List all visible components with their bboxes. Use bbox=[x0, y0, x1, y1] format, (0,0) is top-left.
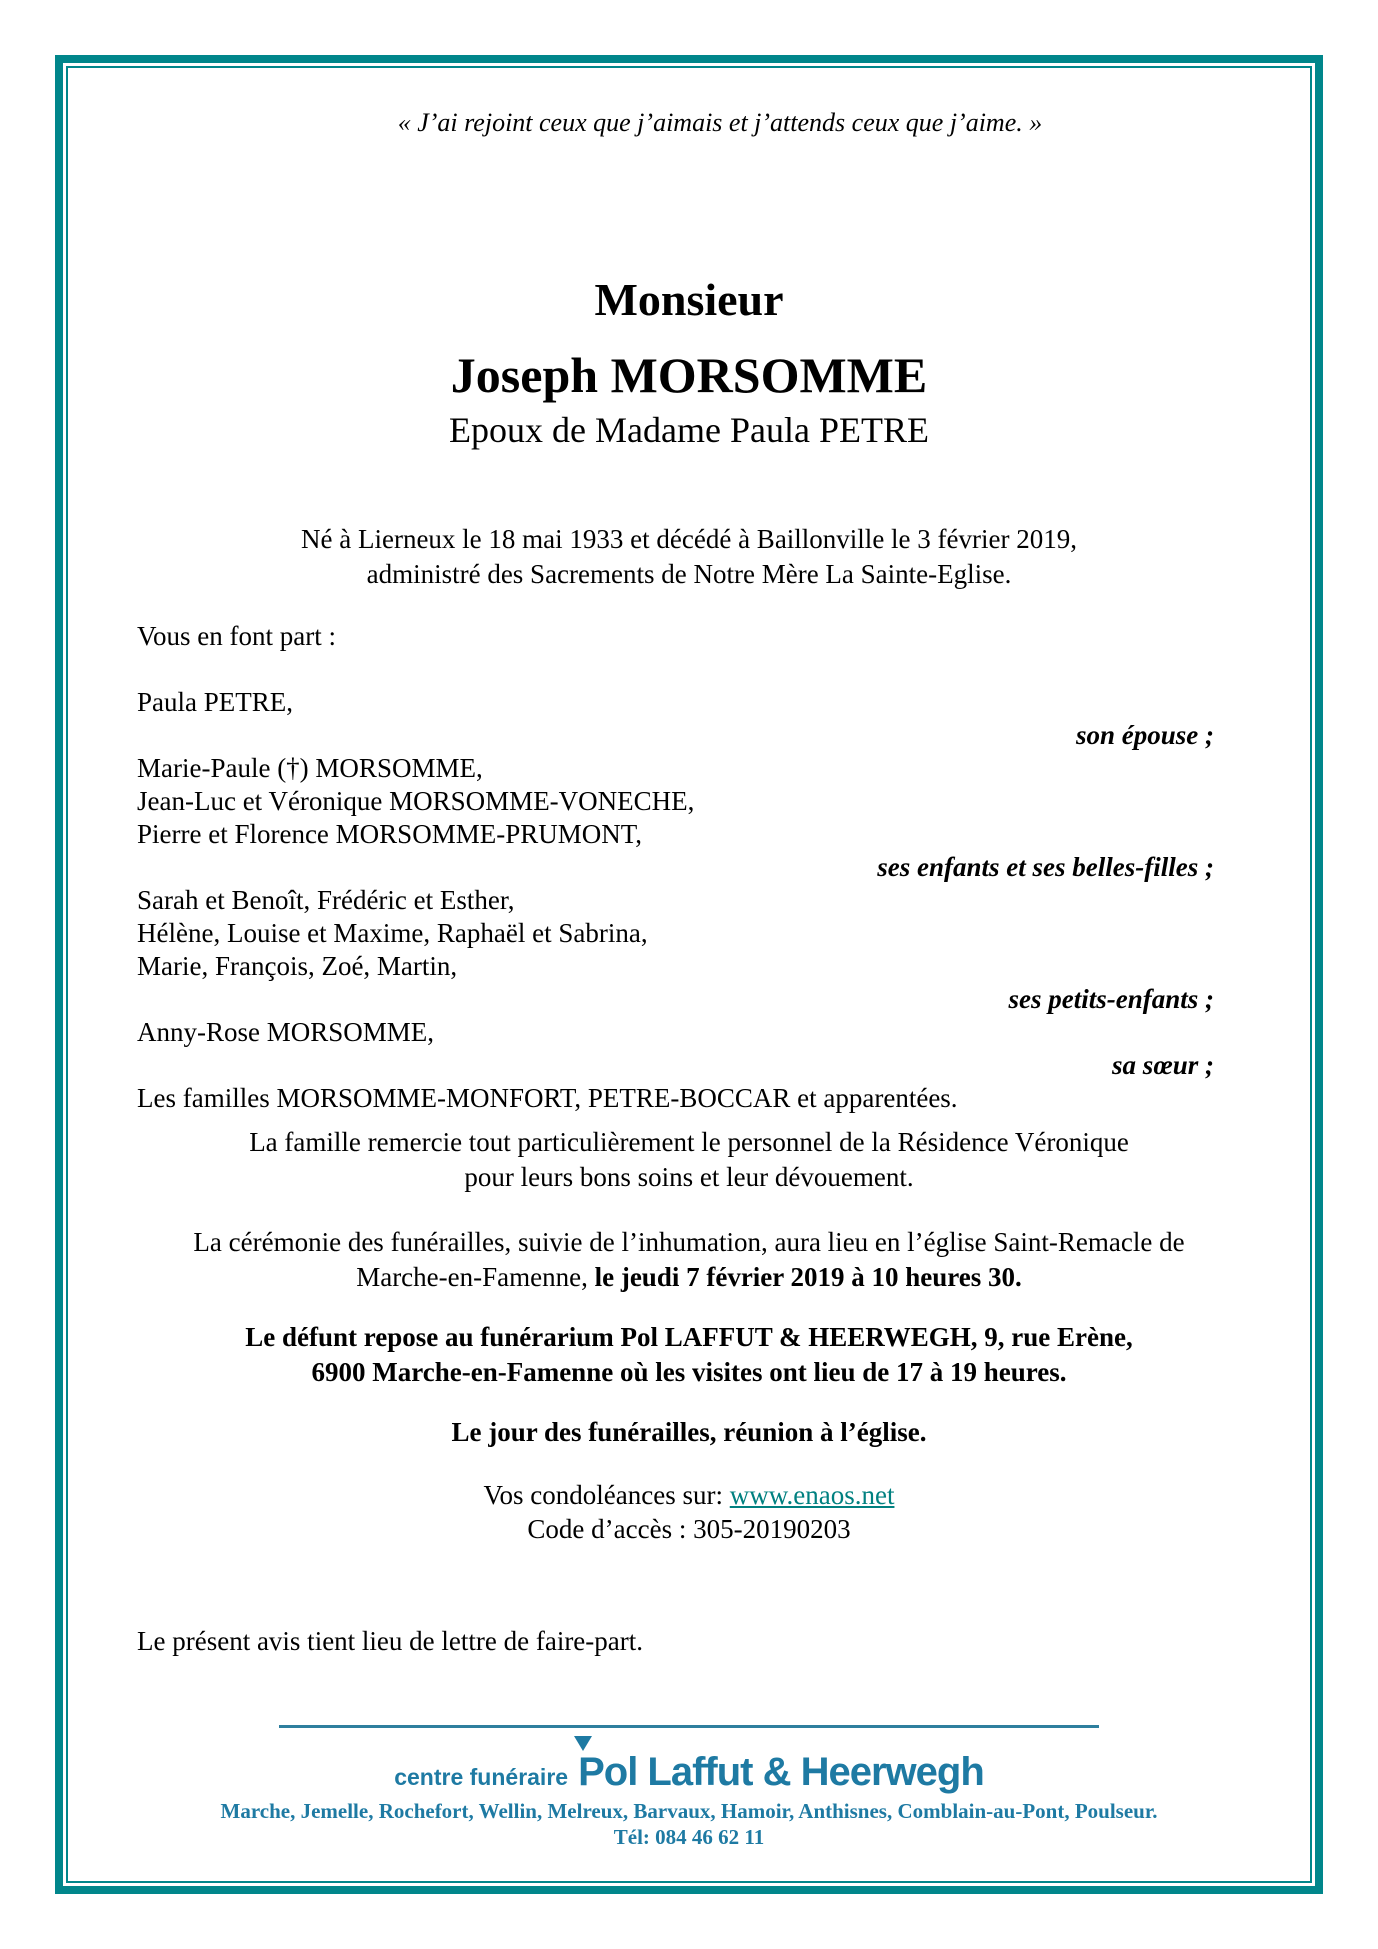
brand-prefix-label: centre funéraire bbox=[394, 1764, 569, 1790]
family-member-line: Jean-Luc et Véronique MORSOMME-VONECHE, bbox=[137, 786, 695, 816]
decorative-inner-frame bbox=[66, 66, 1312, 1883]
decorative-outer-frame bbox=[55, 55, 1323, 1894]
repose-paragraph bbox=[68, 1320, 1310, 1390]
birth-death-paragraph bbox=[68, 522, 1310, 592]
phone-line: Tél: 084 46 62 11 bbox=[613, 1825, 765, 1849]
family-list bbox=[68, 686, 1310, 1115]
thanks-line-2: pour leurs bons soins et leur dévouement. bbox=[464, 1162, 914, 1192]
ceremony-line-1: La cérémonie des funérailles, suivie de l’inhumation, aura lieu en l’église Saint-Remacle de bbox=[193, 1227, 1185, 1257]
related-families-line: Les familles MORSOMME-MONFORT, PETRE-BOCCAR et apparentées. bbox=[137, 1083, 958, 1113]
family-member-line: Marie, François, Zoé, Martin, bbox=[137, 951, 458, 981]
deceased-name: Joseph MORSOMME bbox=[450, 347, 928, 403]
condolences-line bbox=[68, 1478, 1310, 1512]
family-member-line: Marie-Paule (†) MORSOMME, bbox=[137, 753, 483, 783]
repose-line-2: 6900 Marche-en-Famenne où les visites ont lieu de 17 à 19 heures. bbox=[311, 1357, 1067, 1387]
family-member-line: Sarah et Benoît, Frédéric et Esther, bbox=[137, 885, 515, 915]
birth-death-line-2: administré des Sacrements de Notre Mère La Sainte-Eglise. bbox=[366, 559, 1012, 589]
triangle-down-icon bbox=[574, 1736, 592, 1751]
thanks-paragraph bbox=[68, 1125, 1310, 1195]
access-code-line: Code d’accès : 305-20190203 bbox=[527, 1514, 851, 1544]
branch-locations-line: Marche, Jemelle, Rochefort, Wellin, Melreux, Barvaux, Hamoir, Anthisnes, Comblain-au-Pont, Poulseur. bbox=[220, 1799, 1158, 1823]
ceremony-paragraph bbox=[68, 1225, 1310, 1295]
notice-content bbox=[68, 68, 1310, 1881]
family-member-line: Pierre et Florence MORSOMME-PRUMONT, bbox=[137, 819, 642, 849]
family-relation-label: ses enfants et ses belles-filles ; bbox=[877, 852, 1214, 882]
funeral-home-brand bbox=[68, 1750, 1310, 1795]
deceased-civility: Monsieur bbox=[594, 274, 784, 325]
brand-name-label: Pol Laffut & Heerwegh bbox=[578, 1750, 984, 1795]
ceremony-line-2 bbox=[68, 1260, 1310, 1295]
thanks-line-1: La famille remercie tout particulièrement le personnel de la Résidence Véronique bbox=[249, 1127, 1129, 1157]
family-member-line: Hélène, Louise et Maxime, Raphaël et Sabrina, bbox=[137, 918, 648, 948]
epitaph-quote: « J’ai rejoint ceux que j’aimais et j’attends ceux que j’aime. » bbox=[397, 108, 1043, 137]
deceased-spouse-line: Epoux de Madame Paula PETRE bbox=[449, 410, 929, 450]
family-relation-label: son épouse ; bbox=[1075, 720, 1214, 750]
ceremony-place: Marche-en-Famenne, bbox=[356, 1262, 595, 1292]
birth-death-line-1: Né à Lierneux le 18 mai 1933 et décédé à Baillonville le 3 février 2019, bbox=[301, 524, 1077, 554]
faire-part-notice: Le présent avis tient lieu de lettre de faire-part. bbox=[137, 1626, 644, 1656]
condolences-block bbox=[68, 1478, 1310, 1546]
announcement-label: Vous en font part : bbox=[137, 621, 336, 651]
ceremony-datetime: le jeudi 7 février 2019 à 10 heures 30. bbox=[594, 1262, 1022, 1292]
enaos-link[interactable]: www.enaos.net bbox=[729, 1480, 895, 1510]
condolences-prefix: Vos condoléances sur: bbox=[483, 1480, 730, 1510]
repose-line-1: Le défunt repose au funérarium Pol LAFFUT & HEERWEGH, 9, rue Erène, bbox=[245, 1322, 1133, 1352]
family-relation-label: ses petits-enfants ; bbox=[1008, 984, 1214, 1014]
family-relation-label: sa sœur ; bbox=[1111, 1050, 1214, 1080]
family-member-line: Paula PETRE, bbox=[137, 687, 293, 717]
gathering-line: Le jour des funérailles, réunion à l’église. bbox=[451, 1417, 927, 1447]
family-member-line: Anny-Rose MORSOMME, bbox=[137, 1017, 435, 1047]
footer-divider bbox=[279, 1725, 1099, 1728]
